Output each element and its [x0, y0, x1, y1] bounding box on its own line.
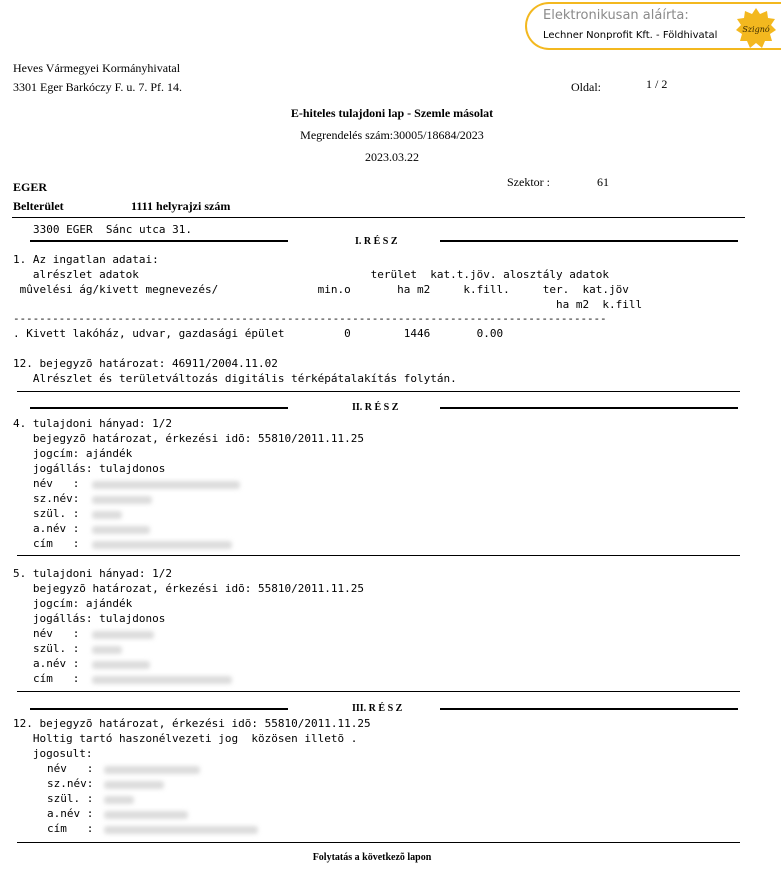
- document-title: E-hiteles tulajdoni lap - Szemle másolat: [290, 106, 494, 120]
- divider: [17, 691, 740, 692]
- signature-title: Elektronikusan aláírta:: [543, 8, 689, 23]
- property-address: 3300 EGER Sánc utca 31.: [33, 223, 192, 236]
- order-number: Megrendelés szám:30005/18684/2023: [300, 128, 484, 142]
- field-label-birth-name: sz.név:: [33, 492, 80, 505]
- redacted-value: [92, 511, 122, 519]
- legal-title: jogcím: ajándék: [13, 597, 133, 610]
- field-label-name: név :: [47, 762, 94, 775]
- redacted-value: [92, 661, 150, 669]
- field-label-birth: szül. :: [33, 507, 80, 520]
- entry-description: Alrészlet és területváltozás digitális térképátalakítás folytán.: [13, 372, 457, 385]
- part1-heading: I. R É S Z: [355, 236, 398, 247]
- section-rule: [30, 407, 288, 409]
- field-label-mother-name: a.név :: [33, 522, 80, 535]
- redacted-value: [92, 541, 232, 549]
- redacted-value: [104, 766, 200, 774]
- section-rule: [440, 708, 738, 710]
- redacted-value: [92, 646, 122, 654]
- divider: [17, 555, 740, 556]
- legal-title: jogcím: ajándék: [13, 447, 133, 460]
- part2-heading: II. R É S Z: [352, 402, 399, 413]
- page-number: 1 / 2: [646, 77, 668, 91]
- table-dash-separator: -------------------------------------------------------------------------------------------: [13, 312, 607, 325]
- issuer-address: 3301 Eger Barkóczy F. u. 7. Pf. 14.: [13, 80, 183, 94]
- document-date: 2023.03.22: [365, 150, 419, 164]
- continuation-note: Folytatás a következõ lapon: [312, 852, 432, 863]
- divider: [17, 391, 740, 392]
- beneficiary-label: jogosult:: [13, 747, 93, 760]
- redacted-value: [92, 481, 240, 489]
- redacted-value: [104, 781, 164, 789]
- divider: [12, 217, 745, 218]
- field-label-address: cím :: [33, 672, 80, 685]
- szigno-seal-icon: [735, 7, 777, 49]
- legal-status: jogállás: tulajdonos: [13, 612, 166, 625]
- table-header-row: alrészlet adatok terület kat.t.jöv. alosztály adatok: [13, 268, 610, 281]
- encumbrance-type: Holtig tartó haszonélvezeti jog közösen illetõ .: [13, 732, 358, 745]
- entry-resolution: 12. bejegyzõ határozat: 46911/2004.11.02: [13, 357, 278, 370]
- sector-value: 61: [597, 175, 609, 189]
- field-label-birth-name: sz.név:: [47, 777, 94, 790]
- encumbrance-resolution: 12. bejegyzõ határozat, érkezési idõ: 55810/2011.11.25: [13, 717, 371, 730]
- redacted-value: [92, 631, 154, 639]
- page-label: Oldal:: [571, 80, 601, 94]
- redacted-value: [104, 796, 134, 804]
- part3-heading: III. R É S Z: [352, 703, 403, 714]
- redacted-value: [104, 826, 258, 834]
- area-type: Belterület: [13, 199, 64, 213]
- parcel-number: 1111 helyrajzi szám: [131, 199, 231, 213]
- field-label-name: név :: [33, 627, 80, 640]
- signature-signer: Lechner Nonprofit Kft. - Földhivatal: [543, 30, 718, 41]
- field-label-mother-name: a.név :: [33, 657, 80, 670]
- redacted-value: [104, 811, 188, 819]
- section-rule: [440, 407, 738, 409]
- ownership-share: 4. tulajdoni hányad: 1/2: [13, 417, 172, 430]
- field-label-mother-name: a.név :: [47, 807, 94, 820]
- field-label-birth: szül. :: [47, 792, 94, 805]
- e-signature-badge: [525, 2, 781, 50]
- table-header-row: ha m2 k.fill: [13, 298, 643, 311]
- redacted-value: [92, 676, 232, 684]
- field-label-address: cím :: [33, 537, 80, 550]
- legal-status: jogállás: tulajdonos: [13, 462, 166, 475]
- field-label-birth: szül. :: [33, 642, 80, 655]
- section-rule: [30, 240, 288, 242]
- table-row: . Kivett lakóház, udvar, gazdasági épület 0 1446 0.00: [13, 327, 504, 340]
- city-name: EGER: [13, 180, 48, 194]
- table-header-row: mûvelési ág/kivett megnevezés/ min.o ha m2 k.fill. ter. kat.jöv: [13, 283, 629, 296]
- property-data-heading: 1. Az ingatlan adatai:: [13, 253, 159, 266]
- field-label-name: név :: [33, 477, 80, 490]
- registration-resolution: bejegyzõ határozat, érkezési idõ: 55810/2011.11.25: [13, 582, 364, 595]
- sector-label: Szektor :: [507, 175, 550, 189]
- issuer-name: Heves Vármegyei Kormányhivatal: [13, 61, 181, 75]
- field-label-address: cím :: [47, 822, 94, 835]
- divider: [17, 842, 740, 843]
- redacted-value: [92, 496, 152, 504]
- section-rule: [440, 240, 738, 242]
- svg-text:Szignó: Szignó: [742, 25, 770, 34]
- redacted-value: [92, 526, 150, 534]
- registration-resolution: bejegyzõ határozat, érkezési idõ: 55810/2011.11.25: [13, 432, 364, 445]
- ownership-share: 5. tulajdoni hányad: 1/2: [13, 567, 172, 580]
- section-rule: [30, 708, 288, 710]
